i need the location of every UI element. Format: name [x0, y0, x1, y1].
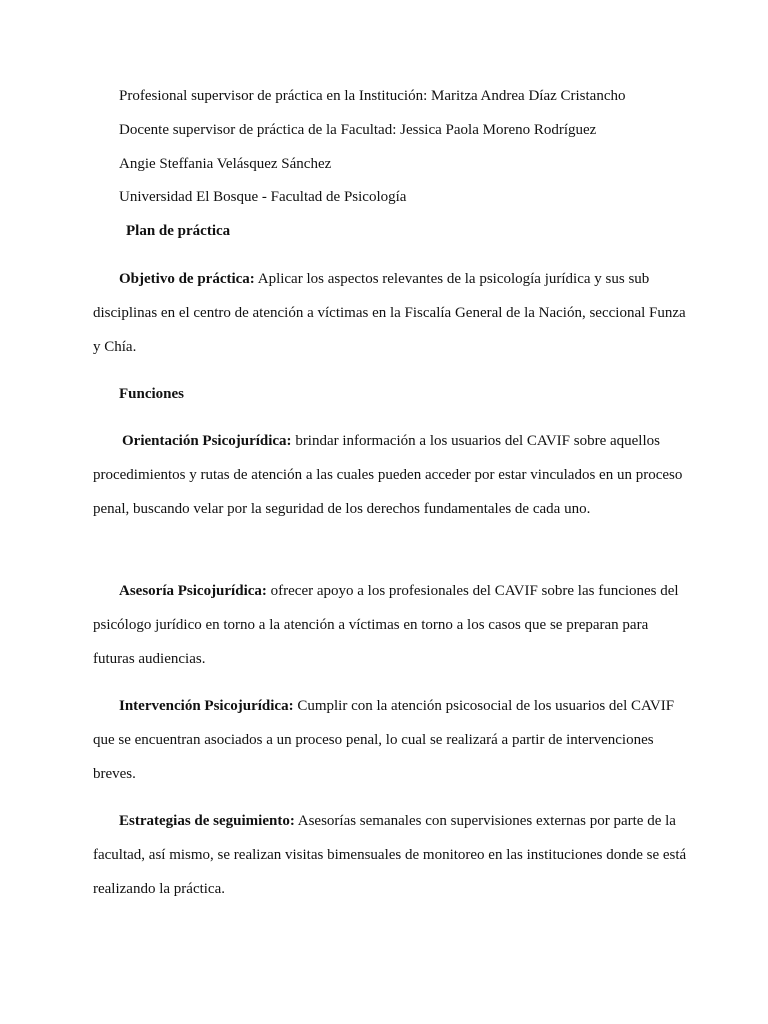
- intervencion-text: Cumplir con la atención psicosocial de los usuarios del CAVIF que se encuentran asociados a un proceso penal, lo cual se realizará a partir de intervenciones breves.: [93, 698, 675, 782]
- page-title: Plan de práctica: [126, 223, 231, 239]
- university-line: Universidad El Bosque - Facultad de Psicología: [119, 189, 407, 205]
- objetivo-paragraph: [93, 262, 693, 364]
- orientacion-label: Orientación Psicojurídica:: [122, 433, 292, 449]
- student-name-line: Angie Steffania Velásquez Sánchez: [119, 156, 332, 172]
- intervencion-label: Intervención Psicojurídica:: [119, 698, 294, 714]
- estrategias-section: [93, 804, 693, 906]
- intervencion-paragraph: [93, 689, 693, 791]
- asesoria-text: ofrecer apoyo a los profesionales del CAVIF sobre las funciones del psicólogo jurídico en torno a la atención a víctimas en torno a los casos que se preparan para futuras audiencias.: [93, 583, 679, 667]
- funciones-heading: Funciones: [119, 386, 185, 402]
- orientacion-text: brindar información a los usuarios del CAVIF sobre aquellos procedimientos y rutas de atención a las cuales pueden acceder por estar vinculados en un proceso penal, buscando velar por la seguridad de los derechos fundamentales de cada uno.: [93, 433, 683, 517]
- objetivo-label: Objetivo de práctica:: [119, 271, 255, 287]
- objetivo-text: Aplicar los aspectos relevantes de la psicología jurídica y sus sub disciplinas en el centro de atención a víctimas en la Fiscalía General de la Nación, seccional Funza y Chía.: [93, 271, 686, 355]
- asesoria-section: [93, 574, 693, 676]
- objetivo-section: [93, 262, 693, 364]
- orientacion-paragraph: [93, 424, 693, 526]
- intervencion-section: [93, 689, 693, 791]
- supervisor-institucion-line: Profesional supervisor de práctica en la Institución: Maritza Andrea Díaz Cristancho: [119, 88, 626, 104]
- orientacion-section: [93, 424, 693, 526]
- asesoria-paragraph: [93, 574, 693, 676]
- docente-supervisor-line: Docente supervisor de práctica de la Facultad: Jessica Paola Moreno Rodríguez: [119, 122, 597, 138]
- estrategias-text: Asesorías semanales con supervisiones externas por parte de la facultad, así mismo, se realizan visitas bimensuales de monitoreo en las instituciones donde se está realizando la práctica.: [93, 813, 687, 897]
- asesoria-label: Asesoría Psicojurídica:: [119, 583, 267, 599]
- estrategias-paragraph: [93, 804, 693, 906]
- estrategias-label: Estrategias de seguimiento:: [119, 813, 295, 829]
